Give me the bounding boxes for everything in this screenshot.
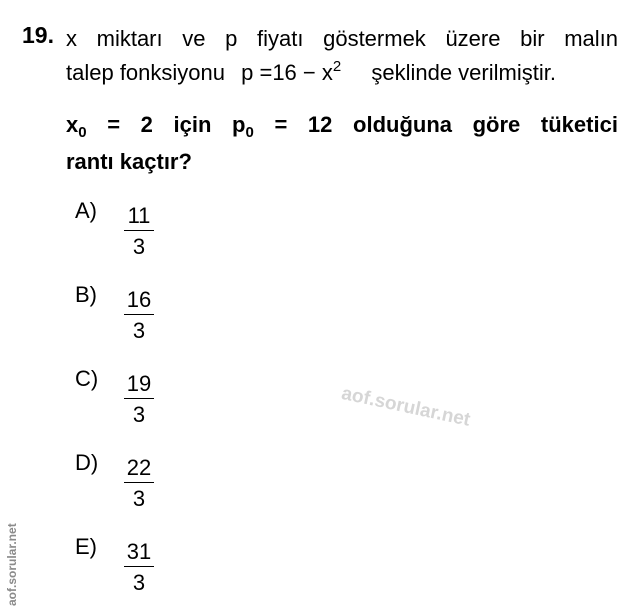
- stem-word: fiyatı: [257, 26, 304, 51]
- fraction-numerator: 22: [126, 455, 152, 480]
- demand-function-formula: [241, 60, 341, 85]
- stem-word: malın: [564, 26, 618, 51]
- question-condition: [66, 108, 618, 179]
- condition-word: =: [107, 112, 121, 137]
- condition-variable: [66, 108, 87, 145]
- condition-word: için: [173, 112, 212, 137]
- fraction-numerator: 31: [126, 539, 152, 564]
- variable-subscript: 0: [245, 124, 254, 141]
- fraction-numerator: 16: [126, 287, 152, 312]
- fraction-denominator: 3: [132, 402, 146, 427]
- fraction-denominator: 3: [132, 486, 146, 511]
- condition-word: göre: [472, 112, 521, 137]
- fraction-bar: [124, 398, 154, 399]
- stem-word: göstermek: [323, 26, 426, 51]
- option-fraction: [124, 287, 154, 343]
- option-fraction: [124, 371, 154, 427]
- stem-word: ve: [182, 26, 206, 51]
- stem-word: bir: [520, 26, 545, 51]
- option-letter: E): [75, 534, 97, 559]
- watermark-center: aof.sorular.net: [339, 383, 473, 431]
- option-letter: B): [75, 282, 97, 307]
- condition-line-1: [66, 108, 618, 145]
- fraction-bar: [124, 314, 154, 315]
- question-number: 19.: [22, 22, 54, 48]
- fraction-denominator: 3: [132, 570, 146, 595]
- variable-base: x: [66, 112, 79, 137]
- option-letter: A): [75, 198, 97, 223]
- option-fraction: [124, 539, 154, 595]
- formula-exponent: 2: [332, 58, 342, 75]
- watermark-side: aof.sorular.net: [5, 523, 19, 606]
- variable-base: p: [232, 112, 246, 137]
- fraction-denominator: 3: [132, 234, 146, 259]
- stem-word: p: [225, 26, 238, 51]
- fraction-denominator: 3: [132, 318, 146, 343]
- condition-variable: [232, 108, 254, 145]
- option-fraction: [124, 455, 154, 511]
- stem-line-2: [66, 56, 618, 93]
- fraction-bar: [124, 566, 154, 567]
- stem-text-end: şeklinde verilmiştir.: [371, 60, 556, 85]
- condition-word: 12: [307, 112, 333, 137]
- stem-text-start: talep fonksiyonu: [66, 60, 225, 85]
- fraction-numerator: 19: [126, 371, 152, 396]
- condition-line-2: rantı kaçtır?: [66, 149, 192, 174]
- condition-word: tüketici: [540, 112, 618, 137]
- stem-line-1: [66, 22, 618, 56]
- condition-word: 2: [140, 112, 153, 137]
- condition-word: =: [274, 112, 288, 137]
- fraction-numerator: 11: [127, 203, 151, 228]
- stem-word: miktarı: [96, 26, 163, 51]
- option-letter: C): [75, 366, 99, 391]
- question-stem: [66, 22, 618, 93]
- stem-word: x: [66, 26, 77, 51]
- option-fraction: [124, 203, 154, 259]
- condition-word: olduğuna: [353, 112, 452, 137]
- formula-base: p =16 − x: [241, 60, 333, 85]
- fraction-bar: [124, 230, 154, 231]
- option-letter: D): [75, 450, 99, 475]
- stem-word: üzere: [445, 26, 501, 51]
- fraction-bar: [124, 482, 154, 483]
- variable-subscript: 0: [78, 124, 87, 141]
